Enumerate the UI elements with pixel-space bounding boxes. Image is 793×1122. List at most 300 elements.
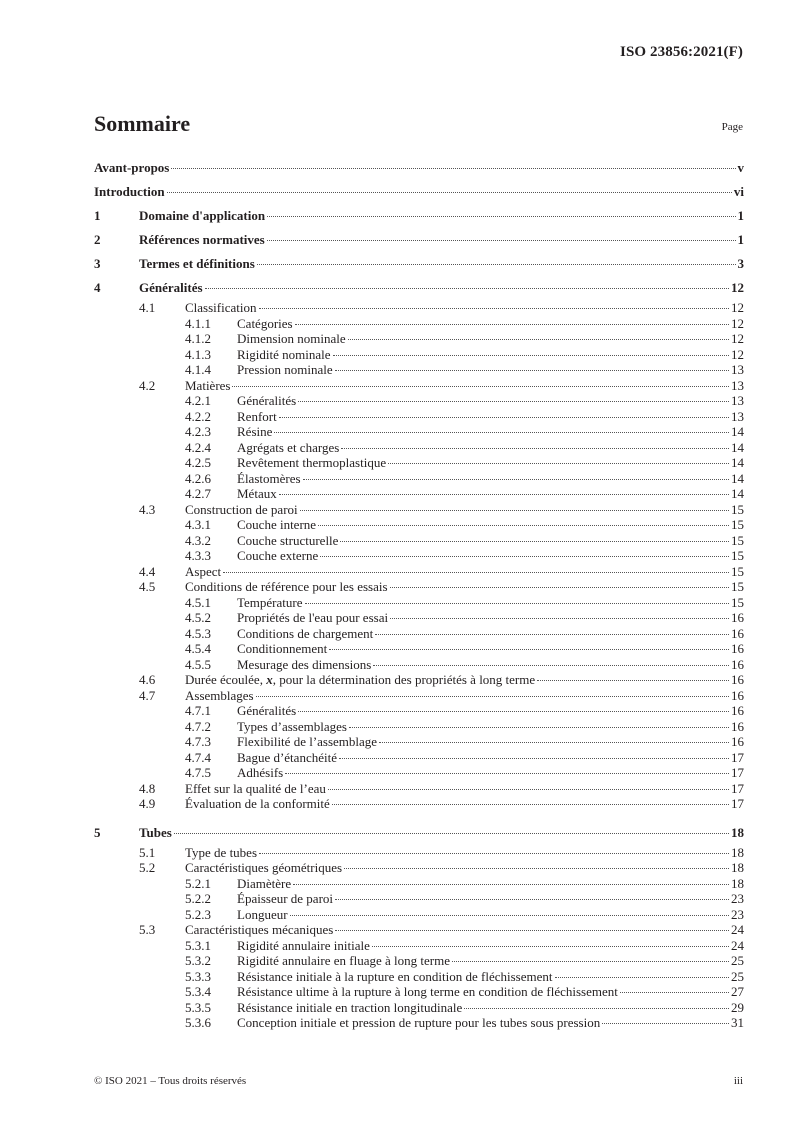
- toc-entry-number: 4.8: [139, 780, 156, 796]
- toc-entry-number: 4: [94, 280, 101, 295]
- toc-entry-title: Généralités: [237, 393, 297, 408]
- toc-entry-number: 4.2: [139, 377, 156, 393]
- toc-entry-page: vi: [733, 180, 744, 204]
- toc-entry[interactable]: [94, 876, 744, 892]
- toc-entry[interactable]: [94, 796, 744, 812]
- toc-entry-line: [185, 502, 744, 518]
- toc-entry-title: Types d’assemblages: [237, 718, 347, 734]
- dot-leader: [205, 288, 729, 289]
- toc-entry[interactable]: [94, 672, 744, 688]
- toc-entry-number: 4.2.1: [185, 393, 211, 408]
- toc-entry-page: 16: [731, 656, 744, 672]
- toc-entry[interactable]: [94, 626, 744, 642]
- dot-leader: [320, 556, 729, 557]
- toc-entry[interactable]: [94, 781, 744, 797]
- toc-entry-title: Conception initiale et pression de rupture pour les tubes sous pression: [237, 1015, 601, 1030]
- toc-entry[interactable]: [94, 657, 744, 673]
- toc-entry-page: 17: [731, 749, 744, 765]
- toc-entry-title: Classification: [185, 300, 257, 315]
- toc-entry[interactable]: [94, 362, 744, 378]
- toc-entry-page: 12: [731, 331, 744, 346]
- toc-entry-title: Couche structurelle: [237, 532, 339, 548]
- dot-leader: [279, 417, 729, 418]
- toc-entry-title: Assemblages: [185, 687, 254, 703]
- dot-leader: [279, 494, 729, 495]
- toc-entry-line: [237, 657, 744, 673]
- toc-entry-number: 5.3.1: [185, 937, 211, 953]
- dot-leader: [373, 665, 729, 666]
- toc-entry-title: Domaine d'application: [139, 204, 266, 228]
- toc-entry[interactable]: [94, 641, 744, 657]
- toc-entry-number: 4.3.3: [185, 548, 211, 563]
- toc-entry-page: 17: [731, 765, 744, 780]
- toc-entry-number: 5.3.3: [185, 968, 211, 984]
- toc-entry-number: 4.2.4: [185, 439, 211, 455]
- toc-entry[interactable]: [94, 502, 744, 518]
- toc-entry-page: 15: [731, 594, 744, 610]
- toc-entry[interactable]: [94, 891, 744, 907]
- toc-entry-title: Rigidité annulaire en fluage à long terme: [237, 953, 450, 968]
- toc-entry-title: Aspect: [185, 563, 222, 579]
- dot-leader: [372, 946, 729, 947]
- dot-leader: [256, 696, 729, 697]
- dot-leader: [259, 853, 729, 854]
- dot-leader: [379, 742, 729, 743]
- toc-entry-page: 18: [731, 860, 744, 875]
- toc-entry-line: [237, 610, 744, 626]
- toc-entry[interactable]: [94, 486, 744, 502]
- toc-entry-number: 4.6: [139, 672, 156, 687]
- page-column-label: Page: [721, 121, 743, 133]
- toc-entry-number: 4.5: [139, 579, 156, 594]
- toc-entry[interactable]: [94, 455, 744, 471]
- toc-entry-line: [237, 626, 744, 642]
- toc-entry-line: [185, 300, 744, 316]
- toc-entry-number: 4.5.3: [185, 625, 211, 641]
- dot-leader: [167, 192, 732, 193]
- dot-leader: [390, 587, 729, 588]
- toc-entry-page: 16: [731, 718, 744, 734]
- toc-entry-line: [237, 1000, 744, 1016]
- toc-entry-title: Rigidité annulaire initiale: [237, 937, 370, 953]
- toc-entry[interactable]: [94, 860, 744, 876]
- toc-entry[interactable]: [94, 719, 744, 735]
- toc-entry-page: 18: [731, 875, 744, 891]
- toc-entry-number: 3: [94, 256, 101, 271]
- toc-entry-number: 4.7: [139, 687, 156, 703]
- toc-entry-page: 16: [731, 672, 744, 687]
- toc-entry[interactable]: [94, 765, 744, 781]
- toc-entry-line: [94, 156, 744, 180]
- toc-entry-number: 4.1.4: [185, 362, 211, 377]
- dot-leader: [390, 618, 729, 619]
- variable-x: x: [266, 672, 273, 687]
- toc-entry-page: 15: [731, 563, 744, 579]
- toc-entry-title: Pression nominale: [237, 362, 333, 377]
- toc-entry-title: Diamètère: [237, 875, 292, 891]
- toc-entry-number: 5.3.5: [185, 999, 211, 1015]
- dot-leader: [602, 1023, 729, 1024]
- toc-entry-title: Bague d’étanchéité: [237, 749, 337, 765]
- toc-entry[interactable]: [94, 533, 744, 549]
- dot-leader: [298, 711, 729, 712]
- toc-entry-title: Rigidité nominale: [237, 346, 331, 362]
- toc-entry-number: 4.3: [139, 501, 156, 517]
- toc-entry[interactable]: [94, 440, 744, 456]
- toc-entry-line: [237, 641, 744, 657]
- toc-entry-line: [237, 953, 744, 969]
- toc-entry[interactable]: [94, 938, 744, 954]
- toc-entry-title: Caractéristiques mécaniques: [185, 922, 334, 937]
- toc-entry-page: 14: [731, 470, 744, 486]
- toc-entry-number: 4.2.6: [185, 470, 211, 486]
- toc-entry[interactable]: [94, 252, 744, 276]
- toc-entry-page: 16: [731, 687, 744, 703]
- toc-entry-number: 4.7.3: [185, 734, 211, 749]
- toc-entry[interactable]: [94, 1015, 744, 1031]
- toc-entry-number: 4.2.7: [185, 486, 211, 501]
- toc-entry-line: [139, 228, 744, 252]
- toc-entry-title: Avant-propos: [94, 156, 170, 180]
- toc-entry-page: 25: [731, 953, 744, 968]
- dot-leader: [285, 773, 729, 774]
- toc-entry-line: [237, 750, 744, 766]
- toc-entry-number: 4.5.4: [185, 641, 211, 656]
- toc-entry-line: [237, 984, 744, 1000]
- toc-entry-title: Conditions de référence pour les essais: [185, 579, 388, 594]
- toc-entry[interactable]: [94, 517, 744, 533]
- toc-entry-title: Flexibilité de l’assemblage: [237, 734, 378, 749]
- toc-entry-title: Évaluation de la conformité: [185, 796, 330, 811]
- toc-entry[interactable]: [94, 734, 744, 750]
- dot-leader: [332, 804, 729, 805]
- toc-entry-line: [94, 180, 744, 204]
- toc-entry-number: 5.2.2: [185, 891, 211, 906]
- toc-entry-title: Température: [237, 594, 303, 610]
- toc-entry[interactable]: [94, 953, 744, 969]
- toc-entry-number: 5.2.3: [185, 906, 211, 922]
- footer-copyright: © ISO 2021 – Tous droits réservés: [94, 1075, 247, 1087]
- toc-entry-title: Généralités: [139, 276, 204, 300]
- toc-entry-line: [185, 688, 744, 704]
- document-code: ISO 23856:2021(F): [620, 44, 743, 60]
- dot-leader: [348, 339, 729, 340]
- dot-leader: [290, 915, 729, 916]
- toc-entry[interactable]: [94, 424, 744, 440]
- dot-leader: [555, 977, 729, 978]
- toc-entry-line: [185, 579, 744, 595]
- dot-leader: [349, 727, 729, 728]
- toc-entry-page: 12: [731, 346, 744, 362]
- toc-entry[interactable]: [94, 471, 744, 487]
- toc-entry-page: 31: [731, 1015, 744, 1030]
- toc-entry-line: [237, 486, 744, 502]
- toc-entry[interactable]: [94, 969, 744, 985]
- dot-leader: [257, 264, 736, 265]
- toc-entry-title: Agrégats et charges: [237, 439, 340, 455]
- toc-entry-line: [139, 276, 744, 300]
- toc-entry-number: 4.1.3: [185, 346, 211, 362]
- toc-entry[interactable]: [94, 821, 744, 845]
- toc-entry-page: 18: [730, 821, 744, 845]
- toc-entry[interactable]: [94, 984, 744, 1000]
- toc-entry-number: 5.3.6: [185, 1015, 211, 1030]
- dot-leader: [303, 479, 729, 480]
- dot-leader: [174, 833, 729, 834]
- toc-entry-line: [185, 378, 744, 394]
- toc-entry-title: Épaisseur de paroi: [237, 891, 334, 906]
- toc-entry-number: 4.1: [139, 300, 156, 315]
- toc-entry-title: Références normatives: [139, 228, 266, 252]
- toc-entry-page: 15: [731, 501, 744, 517]
- toc-entry-page: 3: [737, 252, 745, 276]
- toc-entry-title: Mesurage des dimensions: [237, 656, 372, 672]
- toc-entry-title: Résistance initiale à la rupture en condition de fléchissement: [237, 968, 553, 984]
- toc-entry-title: Résistance initiale en traction longitudinale: [237, 999, 463, 1015]
- toc-entry-line: [237, 595, 744, 611]
- toc-entry-number: 4.5.2: [185, 610, 211, 625]
- toc-entry-number: 4.9: [139, 796, 156, 811]
- toc-entry-title: Durée écoulée, x, pour la détermination des propriétés à long terme: [185, 672, 536, 687]
- toc-entry-line: [185, 845, 744, 861]
- toc-entry-title: Résistance ultime à la rupture à long terme en condition de fléchissement: [237, 984, 618, 999]
- toc-entry-number: 5.3.4: [185, 984, 211, 999]
- toc-entry-title: Renfort: [237, 408, 277, 424]
- toc-entry-line: [185, 781, 744, 797]
- toc-entry-title: Matières: [185, 377, 231, 393]
- toc-entry-page: 12: [731, 315, 744, 331]
- toc-entry[interactable]: [94, 180, 744, 204]
- toc-entry-line: [139, 821, 744, 845]
- toc-entry-title: Couche externe: [237, 548, 319, 563]
- toc-entry[interactable]: [94, 393, 744, 409]
- table-of-contents: [94, 156, 744, 1031]
- toc-entry-number: 4.2.3: [185, 424, 211, 439]
- page-title: Sommaire: [94, 111, 191, 136]
- dot-leader: [375, 634, 729, 635]
- toc-entry[interactable]: [94, 409, 744, 425]
- toc-entry-title: Introduction: [94, 180, 166, 204]
- toc-entry-line: [237, 907, 744, 923]
- toc-entry-number: 4.1.1: [185, 315, 211, 331]
- dot-leader: [259, 308, 730, 309]
- toc-entry-page: 12: [730, 276, 744, 300]
- toc-entry[interactable]: [94, 378, 744, 394]
- toc-entry-title: Couche interne: [237, 517, 317, 532]
- toc-entry-page: 18: [731, 844, 744, 860]
- toc-entry-line: [237, 719, 744, 735]
- toc-entry-title: Élastomères: [237, 470, 301, 486]
- dot-leader: [318, 525, 729, 526]
- toc-entry-page: 29: [731, 999, 744, 1015]
- dot-leader: [298, 401, 729, 402]
- toc-entry-title: Conditionnement: [237, 641, 328, 656]
- toc-entry-page: 12: [731, 300, 744, 315]
- toc-entry-number: 4.3.1: [185, 517, 211, 532]
- toc-entry-line: [237, 703, 744, 719]
- dot-leader: [329, 649, 729, 650]
- toc-entry-number: 4.5.1: [185, 594, 211, 610]
- toc-entry-line: [185, 672, 744, 688]
- dot-leader: [340, 541, 729, 542]
- toc-entry-line: [237, 331, 744, 347]
- toc-entry-number: 4.1.2: [185, 331, 211, 346]
- dot-leader: [339, 758, 729, 759]
- toc-entry-page: 14: [731, 424, 744, 439]
- toc-entry-number: 4.7.4: [185, 749, 211, 765]
- toc-entry-line: [185, 860, 744, 876]
- toc-entry[interactable]: [94, 688, 744, 704]
- toc-entry-page: 23: [731, 891, 744, 906]
- toc-entry-number: 4.4: [139, 563, 156, 579]
- dot-leader: [620, 992, 729, 993]
- dot-leader: [300, 510, 729, 511]
- toc-entry-page: 23: [731, 906, 744, 922]
- toc-entry-page: 16: [731, 610, 744, 625]
- dot-leader: [452, 961, 729, 962]
- toc-entry[interactable]: [94, 750, 744, 766]
- dot-leader: [537, 680, 729, 681]
- toc-entry[interactable]: [94, 331, 744, 347]
- toc-entry[interactable]: [94, 1000, 744, 1016]
- toc-entry-number: 2: [94, 232, 101, 247]
- toc-entry-line: [237, 471, 744, 487]
- toc-entry-line: [237, 440, 744, 456]
- toc-entry-page: 15: [731, 548, 744, 563]
- toc-entry-line: [139, 204, 744, 228]
- toc-entry-number: 4.3.2: [185, 532, 211, 548]
- toc-entry-title: Tubes: [139, 821, 173, 845]
- toc-entry-line: [237, 316, 744, 332]
- dot-leader: [267, 216, 735, 217]
- toc-entry-page: 17: [731, 780, 744, 796]
- toc-entry-page: 24: [731, 922, 744, 937]
- dot-leader: [171, 168, 735, 169]
- toc-entry-number: 4.2.5: [185, 455, 211, 470]
- toc-entry-line: [237, 455, 744, 471]
- toc-entry-page: 14: [731, 455, 744, 470]
- toc-entry-title: Métaux: [237, 486, 277, 501]
- toc-entry-page: 15: [731, 517, 744, 532]
- toc-entry-page: 16: [731, 641, 744, 656]
- toc-entry-line: [139, 252, 744, 276]
- toc-entry[interactable]: [94, 845, 744, 861]
- toc-entry-page: 13: [731, 377, 744, 393]
- toc-entry-number: 5.2: [139, 860, 156, 875]
- toc-entry-page: 14: [731, 486, 744, 501]
- dot-leader: [388, 463, 729, 464]
- toc-entry[interactable]: [94, 204, 744, 228]
- toc-entry-line: [237, 362, 744, 378]
- toc-entry-number: 5.2.1: [185, 875, 211, 891]
- toc-entry-line: [237, 765, 744, 781]
- toc-entry-number: 4.7.2: [185, 718, 211, 734]
- toc-entry-page: 25: [731, 968, 744, 984]
- dot-leader: [274, 432, 729, 433]
- toc-entry-line: [237, 424, 744, 440]
- toc-entry-number: 5.1: [139, 844, 156, 860]
- toc-entry-page: 16: [731, 734, 744, 749]
- toc-entry[interactable]: [94, 156, 744, 180]
- toc-entry-page: v: [737, 156, 745, 180]
- toc-entry[interactable]: [94, 907, 744, 923]
- dot-leader: [328, 789, 729, 790]
- toc-entry-line: [237, 533, 744, 549]
- toc-entry[interactable]: [94, 564, 744, 580]
- toc-entry-line: [237, 347, 744, 363]
- toc-entry[interactable]: [94, 276, 744, 300]
- toc-entry[interactable]: [94, 595, 744, 611]
- toc-entry-title: Longueur: [237, 906, 288, 922]
- toc-entry-line: [237, 938, 744, 954]
- toc-entry[interactable]: [94, 579, 744, 595]
- toc-entry-line: [185, 922, 744, 938]
- dot-leader: [333, 355, 729, 356]
- toc-entry-line: [237, 548, 744, 564]
- toc-entry-page: 27: [731, 984, 744, 999]
- toc-entry-title: Dimension nominale: [237, 331, 346, 346]
- dot-leader: [305, 603, 730, 604]
- toc-entry-number: 5.3: [139, 922, 156, 937]
- toc-entry-line: [237, 393, 744, 409]
- toc-entry-number: 4.7.1: [185, 703, 211, 718]
- toc-entry[interactable]: [94, 347, 744, 363]
- dot-leader: [335, 930, 729, 931]
- dot-leader: [232, 386, 729, 387]
- toc-entry[interactable]: [94, 548, 744, 564]
- toc-entry-page: 16: [731, 703, 744, 718]
- toc-entry-line: [237, 409, 744, 425]
- footer-page-number: iii: [733, 1075, 743, 1087]
- toc-entry-number: 4.7.5: [185, 765, 211, 780]
- dot-leader: [335, 370, 729, 371]
- dot-leader: [295, 324, 729, 325]
- toc-entry-number: 1: [94, 208, 101, 223]
- dot-leader: [293, 884, 729, 885]
- toc-entry-number: 5.3.2: [185, 953, 211, 968]
- dot-leader: [341, 448, 729, 449]
- toc-entry-page: 13: [731, 393, 744, 408]
- toc-entry-page: 13: [731, 408, 744, 424]
- toc-entry-title: Conditions de chargement: [237, 625, 374, 641]
- toc-entry-page: 1: [737, 228, 745, 252]
- toc-entry-title: Propriétés de l'eau pour essai: [237, 610, 389, 625]
- toc-entry[interactable]: [94, 228, 744, 252]
- toc-entry-line: [185, 564, 744, 580]
- toc-entry-title: Généralités: [237, 703, 297, 718]
- toc-entry[interactable]: [94, 922, 744, 938]
- toc-entry-page: 17: [731, 796, 744, 811]
- toc-entry[interactable]: [94, 316, 744, 332]
- toc-entry-title: Effet sur la qualité de l’eau: [185, 780, 326, 796]
- toc-entry[interactable]: [94, 610, 744, 626]
- toc-entry-line: [237, 517, 744, 533]
- dot-leader: [464, 1008, 729, 1009]
- toc-entry-line: [237, 1015, 744, 1031]
- toc-entry-page: 15: [731, 532, 744, 548]
- toc-entry-number: 5: [94, 824, 101, 840]
- toc-entry-page: 16: [731, 625, 744, 641]
- toc-entry[interactable]: [94, 703, 744, 719]
- toc-entry-title: Construction de paroi: [185, 501, 298, 517]
- toc-entry-title: Revêtement thermoplastique: [237, 455, 387, 470]
- toc-entry-line: [185, 796, 744, 812]
- toc-entry-title: Adhésifs: [237, 765, 284, 780]
- toc-entry-line: [237, 969, 744, 985]
- toc-entry-title: Résine: [237, 424, 273, 439]
- toc-entry-line: [237, 876, 744, 892]
- toc-entry[interactable]: [94, 300, 744, 316]
